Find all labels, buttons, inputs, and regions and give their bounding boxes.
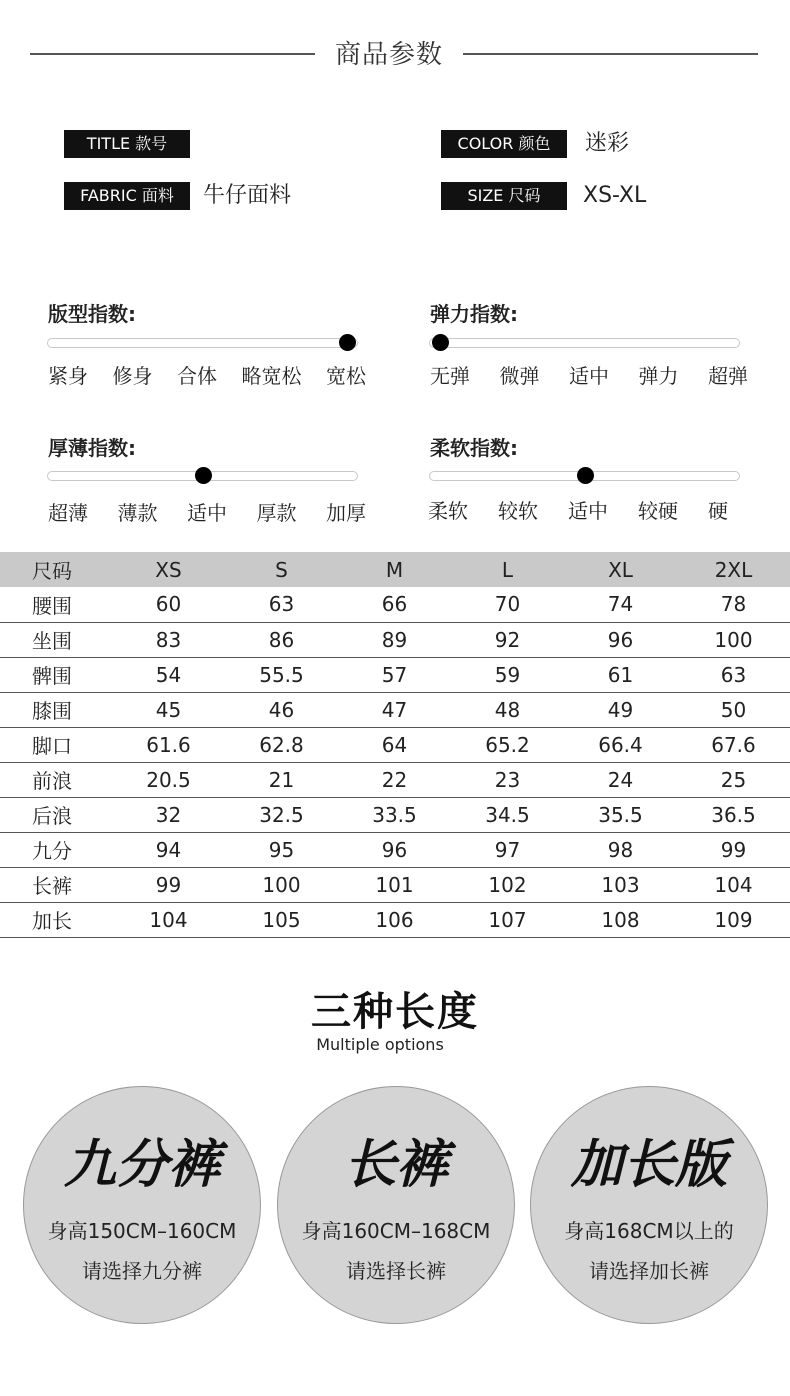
length-option-cropped bbox=[23, 1086, 261, 1324]
thickness-index-knob bbox=[195, 467, 212, 484]
table-cell: 57 bbox=[381, 662, 408, 687]
length-option-name: 九分裤 bbox=[63, 1135, 220, 1195]
table-cell: 66 bbox=[381, 592, 408, 617]
column-header: 2XL bbox=[714, 557, 753, 582]
table-cell: 92 bbox=[494, 627, 521, 652]
thickness-index-title: 厚薄指数: bbox=[48, 436, 136, 460]
table-cell: 99 bbox=[720, 837, 747, 862]
table-cell: 70 bbox=[494, 592, 521, 617]
table-cell: 47 bbox=[381, 697, 408, 722]
elastic-index-track bbox=[429, 338, 740, 348]
column-header: L bbox=[501, 557, 514, 582]
softness-index-track bbox=[429, 471, 740, 481]
row-label: 髀围 bbox=[32, 664, 72, 688]
table-row bbox=[0, 727, 790, 762]
table-cell: 35.5 bbox=[598, 802, 643, 827]
header-divider-left bbox=[30, 53, 315, 55]
scale-label: 无弹 bbox=[430, 364, 470, 388]
length-option-height: 身高150CM–160CM bbox=[47, 1219, 237, 1243]
length-option-advice: 请选择加长裤 bbox=[589, 1259, 709, 1283]
table-cell: 54 bbox=[155, 662, 182, 687]
table-cell: 83 bbox=[155, 627, 182, 652]
scale-label: 硬 bbox=[708, 499, 728, 523]
table-cell: 74 bbox=[607, 592, 634, 617]
column-header: XS bbox=[155, 557, 182, 582]
scale-label: 超薄 bbox=[48, 501, 88, 525]
table-cell: 23 bbox=[494, 767, 521, 792]
length-option-advice: 请选择长裤 bbox=[346, 1259, 446, 1283]
table-cell: 24 bbox=[607, 767, 634, 792]
table-row bbox=[0, 867, 790, 902]
table-cell: 49 bbox=[607, 697, 634, 722]
table-cell: 20.5 bbox=[146, 767, 191, 792]
table-cell: 96 bbox=[607, 627, 634, 652]
length-option-extended bbox=[530, 1086, 768, 1324]
table-cell: 33.5 bbox=[372, 802, 417, 827]
length-option-advice: 请选择九分裤 bbox=[82, 1259, 202, 1283]
table-cell: 65.2 bbox=[485, 732, 530, 757]
table-cell: 62.8 bbox=[259, 732, 304, 757]
column-header: S bbox=[275, 557, 288, 582]
scale-label: 加厚 bbox=[326, 501, 366, 525]
length-option-height: 身高160CM–168CM bbox=[301, 1219, 491, 1243]
title-tag: TITLE 款号 bbox=[64, 130, 190, 158]
size-tag: SIZE 尺码 bbox=[441, 182, 567, 210]
column-header: 尺码 bbox=[32, 559, 72, 583]
scale-label: 薄款 bbox=[117, 501, 158, 525]
row-label: 长裤 bbox=[32, 874, 72, 898]
fabric-value: 牛仔面料 bbox=[203, 183, 292, 208]
table-cell: 45 bbox=[155, 697, 182, 722]
scale-label: 微弹 bbox=[499, 364, 540, 388]
scale-label: 宽松 bbox=[326, 364, 366, 388]
table-cell: 46 bbox=[268, 697, 295, 722]
table-cell: 61.6 bbox=[146, 732, 191, 757]
elastic-index-scale bbox=[430, 360, 748, 389]
table-cell: 109 bbox=[714, 907, 753, 932]
table-cell: 61 bbox=[607, 662, 634, 687]
table-cell: 104 bbox=[149, 907, 188, 932]
scale-label: 适中 bbox=[187, 501, 227, 525]
scale-label: 紧身 bbox=[48, 364, 88, 388]
size-value: XS-XL bbox=[583, 183, 647, 208]
table-row bbox=[0, 797, 790, 832]
scale-label: 弹力 bbox=[638, 364, 679, 388]
table-cell: 104 bbox=[714, 872, 753, 897]
table-cell: 108 bbox=[601, 907, 640, 932]
thickness-index-scale bbox=[48, 497, 366, 526]
length-option-name: 长裤 bbox=[343, 1135, 448, 1195]
table-cell: 89 bbox=[381, 627, 408, 652]
row-label: 坐围 bbox=[32, 629, 72, 653]
column-header: XL bbox=[608, 557, 633, 582]
table-cell: 107 bbox=[488, 907, 527, 932]
table-cell: 63 bbox=[720, 662, 747, 687]
table-cell: 94 bbox=[155, 837, 182, 862]
table-cell: 86 bbox=[268, 627, 295, 652]
softness-index-scale bbox=[428, 495, 728, 524]
table-cell: 50 bbox=[720, 697, 747, 722]
fit-index-title: 版型指数: bbox=[48, 302, 136, 326]
table-cell: 98 bbox=[607, 837, 634, 862]
length-option-height: 身高168CM以上的 bbox=[564, 1219, 734, 1243]
row-label: 前浪 bbox=[32, 769, 72, 793]
row-label: 膝围 bbox=[32, 699, 72, 723]
table-row bbox=[0, 622, 790, 657]
table-cell: 99 bbox=[155, 872, 182, 897]
scale-label: 略宽松 bbox=[241, 364, 302, 388]
softness-index-knob bbox=[577, 467, 594, 484]
table-row bbox=[0, 657, 790, 692]
section-title: 商品参数 bbox=[334, 40, 443, 70]
row-label: 九分 bbox=[32, 839, 72, 863]
color-tag: COLOR 颜色 bbox=[441, 130, 567, 158]
table-cell: 96 bbox=[381, 837, 408, 862]
size-chart-table bbox=[0, 552, 790, 938]
row-label: 腰围 bbox=[32, 593, 72, 618]
table-cell: 48 bbox=[494, 697, 521, 722]
scale-label: 超弹 bbox=[708, 364, 748, 388]
fit-index-track bbox=[47, 338, 358, 348]
table-cell: 25 bbox=[720, 767, 747, 792]
table-cell: 64 bbox=[381, 732, 408, 757]
table-cell: 106 bbox=[375, 907, 414, 932]
row-label: 脚口 bbox=[32, 734, 72, 758]
lengths-subtitle: Multiple options bbox=[316, 1035, 444, 1054]
row-label: 加长 bbox=[32, 909, 72, 933]
elastic-index-title: 弹力指数: bbox=[430, 302, 518, 326]
table-cell: 101 bbox=[375, 872, 414, 897]
elastic-index-knob bbox=[432, 334, 449, 351]
scale-label: 较硬 bbox=[638, 499, 678, 523]
table-cell: 95 bbox=[268, 837, 295, 862]
table-cell: 34.5 bbox=[485, 802, 530, 827]
table-cell: 21 bbox=[268, 767, 295, 792]
table-row bbox=[0, 902, 790, 937]
table-cell: 67.6 bbox=[711, 732, 756, 757]
table-row bbox=[0, 692, 790, 727]
table-cell: 63 bbox=[268, 592, 295, 617]
table-cell: 105 bbox=[262, 907, 301, 932]
table-cell: 22 bbox=[381, 767, 408, 792]
table-cell: 66.4 bbox=[598, 732, 643, 757]
column-header: M bbox=[385, 557, 404, 582]
table-row bbox=[0, 587, 790, 622]
table-cell: 59 bbox=[494, 662, 521, 687]
softness-index-title: 柔软指数: bbox=[430, 436, 518, 460]
table-cell: 102 bbox=[488, 872, 527, 897]
header-divider-right bbox=[463, 53, 758, 55]
table-cell: 97 bbox=[494, 837, 521, 862]
table-cell: 78 bbox=[720, 592, 747, 617]
scale-label: 合体 bbox=[177, 364, 217, 388]
table-row bbox=[0, 832, 790, 867]
fit-index-scale bbox=[48, 360, 366, 389]
table-cell: 103 bbox=[601, 872, 640, 897]
table-row bbox=[0, 762, 790, 797]
scale-label: 修身 bbox=[112, 364, 153, 388]
scale-label: 适中 bbox=[568, 499, 608, 523]
row-label: 后浪 bbox=[32, 804, 72, 828]
color-value: 迷彩 bbox=[585, 131, 630, 156]
table-cell: 32 bbox=[155, 802, 182, 827]
scale-label: 柔软 bbox=[428, 499, 468, 523]
table-cell: 55.5 bbox=[259, 662, 304, 687]
scale-label: 厚款 bbox=[256, 501, 297, 525]
table-cell: 32.5 bbox=[259, 802, 304, 827]
length-option-long bbox=[277, 1086, 515, 1324]
table-cell: 100 bbox=[262, 872, 301, 897]
lengths-title: 三种长度 bbox=[311, 989, 479, 1035]
table-cell: 100 bbox=[714, 627, 753, 652]
length-option-name: 加长版 bbox=[570, 1135, 727, 1195]
fabric-tag: FABRIC 面料 bbox=[64, 182, 190, 210]
fit-index-knob bbox=[339, 334, 356, 351]
table-header-row bbox=[0, 552, 790, 587]
thickness-index-track bbox=[47, 471, 358, 481]
scale-label: 适中 bbox=[569, 364, 609, 388]
scale-label: 较软 bbox=[498, 499, 538, 523]
table-cell: 60 bbox=[155, 592, 182, 617]
table-cell: 36.5 bbox=[711, 802, 756, 827]
